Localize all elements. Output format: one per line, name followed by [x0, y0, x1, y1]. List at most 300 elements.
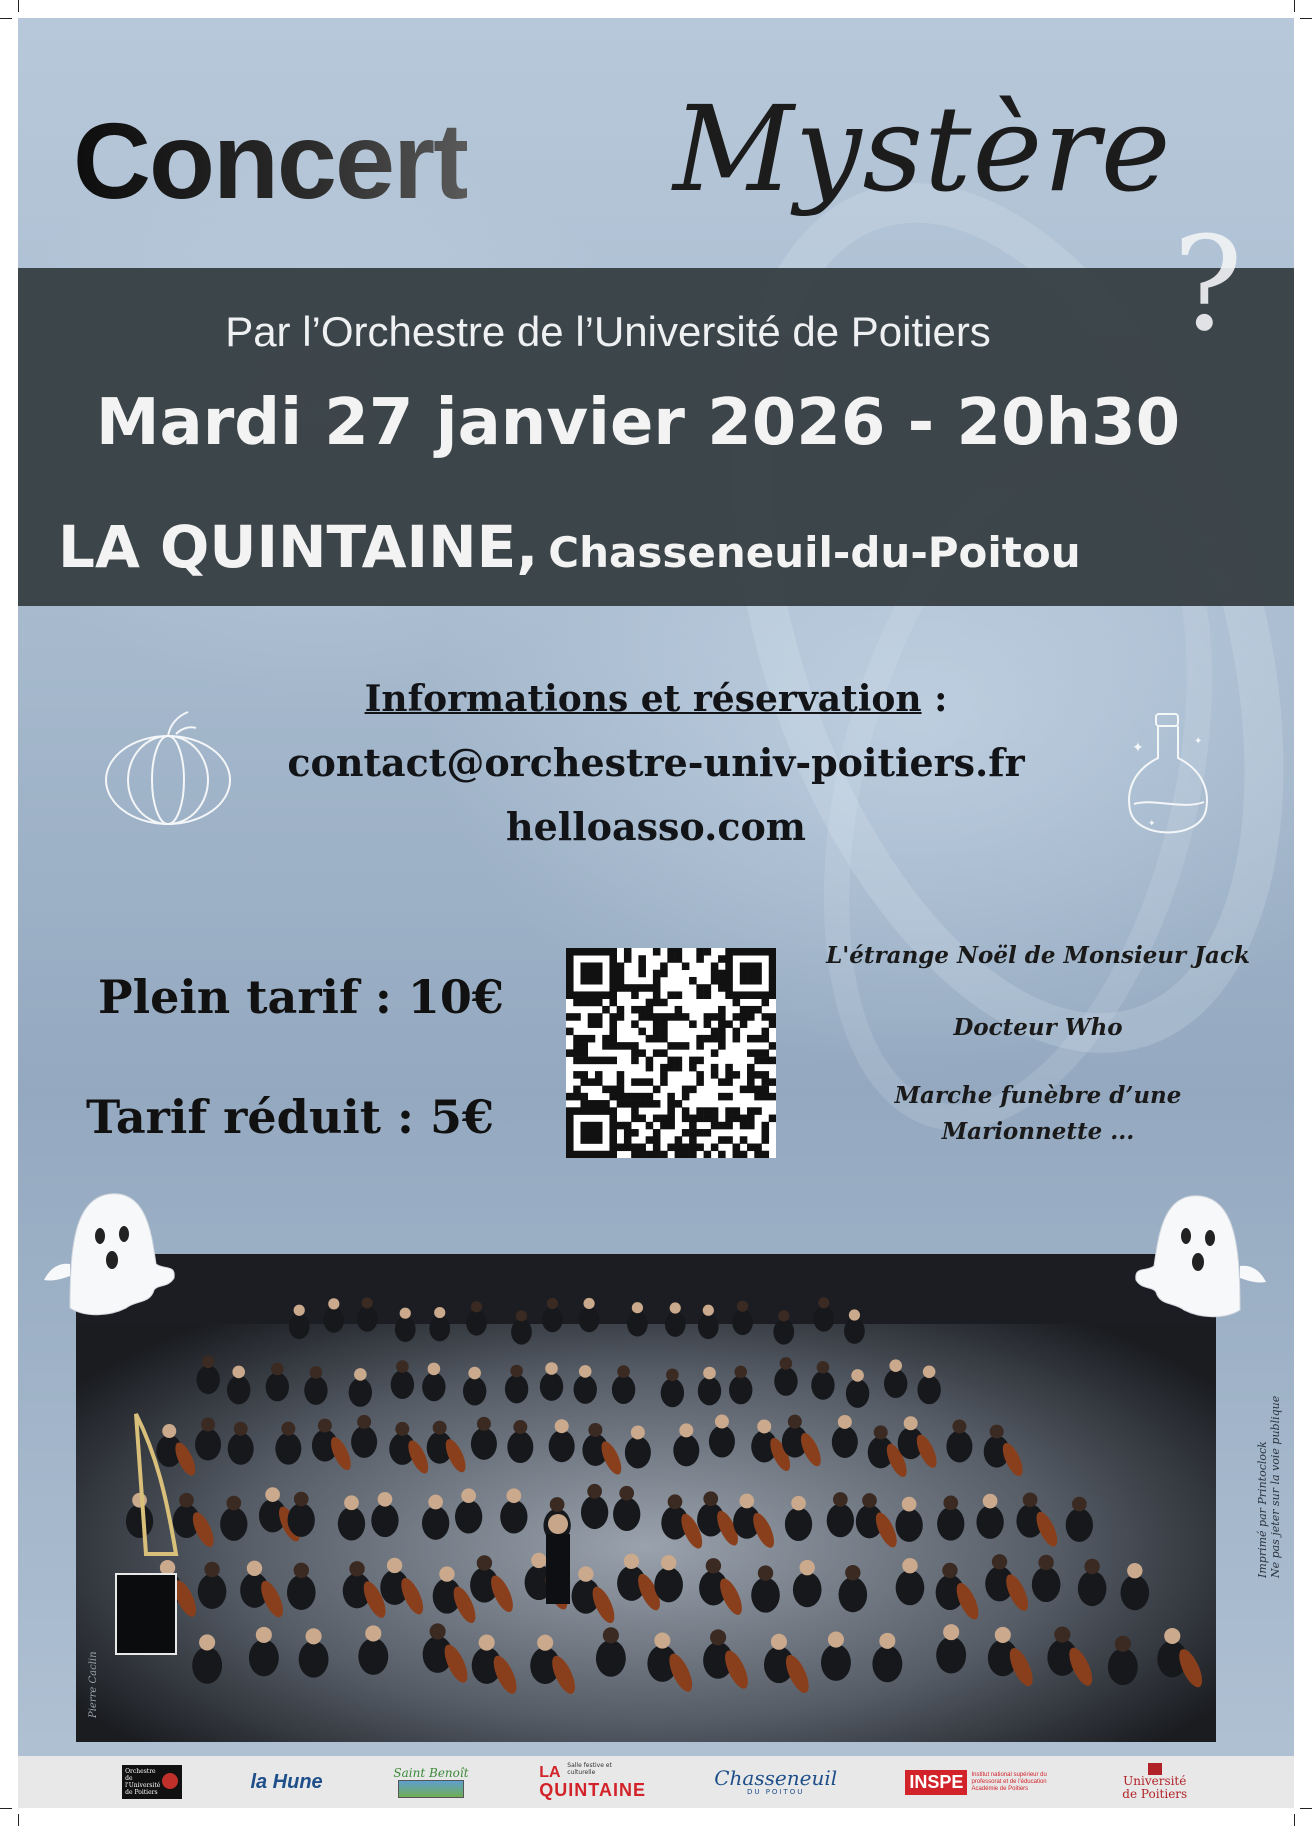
qr-module	[740, 977, 748, 985]
qr-module	[653, 1136, 661, 1144]
print-credit-line: Imprimé par Printoclock	[1256, 1441, 1269, 1578]
qr-module	[624, 1129, 632, 1137]
potion-icon	[1118, 708, 1218, 858]
qr-module	[711, 1115, 719, 1123]
qr-module	[769, 977, 776, 985]
qr-module	[617, 984, 625, 992]
qr-module	[566, 1049, 574, 1057]
qr-module	[580, 1107, 588, 1115]
qr-module	[740, 1151, 748, 1158]
qr-module	[595, 999, 603, 1007]
qr-module	[725, 1020, 733, 1028]
qr-module	[725, 984, 733, 992]
qr-module	[718, 955, 726, 963]
qr-module	[754, 1071, 762, 1079]
qr-module	[660, 999, 668, 1007]
qr-module	[769, 991, 776, 999]
qr-module	[762, 1071, 770, 1079]
crop-mark	[18, 1814, 19, 1826]
qr-module	[725, 962, 733, 970]
qr-module	[733, 999, 741, 1007]
qr-module	[638, 1115, 646, 1123]
qr-module	[682, 1086, 690, 1094]
qr-module	[573, 1049, 581, 1057]
qr-module	[733, 1028, 741, 1036]
qr-module	[638, 962, 646, 970]
qr-module	[580, 1042, 588, 1050]
qr-module	[762, 1013, 770, 1021]
qr-module	[580, 948, 588, 956]
qr-module	[667, 1064, 675, 1072]
title-concert: Concert	[73, 100, 468, 221]
qr-module	[675, 1144, 683, 1152]
qr-module	[696, 1042, 704, 1050]
qr-module	[718, 1093, 726, 1101]
qr-module	[762, 1151, 770, 1158]
qr-module	[573, 1086, 581, 1094]
qr-module	[754, 1049, 762, 1057]
qr-module	[595, 1071, 603, 1079]
qr-module	[580, 1035, 588, 1043]
qr-module	[638, 984, 646, 992]
qr-module	[733, 991, 741, 999]
qr-module	[646, 1151, 654, 1158]
qr-module	[580, 970, 588, 978]
qr-module	[566, 1136, 574, 1144]
qr-module	[696, 1129, 704, 1137]
qr-module	[609, 1086, 617, 1094]
qr-module	[725, 1078, 733, 1086]
print-credit	[1256, 1318, 1282, 1578]
qr-module	[754, 962, 762, 970]
qr-module	[675, 948, 683, 956]
qr-module	[609, 977, 617, 985]
qr-module	[747, 1122, 755, 1130]
crop-mark	[1294, 0, 1295, 12]
qr-module	[682, 1107, 690, 1115]
qr-module	[769, 970, 776, 978]
logo-quintaine-sub: Salle festive et culturelle	[567, 1762, 612, 1776]
qr-module	[740, 1020, 748, 1028]
qr-module	[704, 1115, 712, 1123]
qr-module	[566, 955, 574, 963]
qr-module	[754, 1151, 762, 1158]
qr-module	[566, 1013, 574, 1021]
qr-module	[711, 1049, 719, 1057]
qr-module	[754, 948, 762, 956]
qr-module	[675, 1013, 683, 1021]
qr-module	[602, 1057, 610, 1065]
qr-module	[609, 1093, 617, 1101]
qr-module	[667, 955, 675, 963]
qr-module	[754, 991, 762, 999]
program-piece: L'étrange Noël de Monsieur Jack	[826, 942, 1250, 969]
qr-module	[747, 962, 755, 970]
crop-mark	[1294, 1814, 1295, 1826]
qr-module	[631, 1144, 639, 1152]
qr-module	[675, 1100, 683, 1108]
qr-module	[595, 948, 603, 956]
qr-module	[609, 1020, 617, 1028]
qr-module	[653, 1028, 661, 1036]
qr-module	[711, 1035, 719, 1043]
qr-module	[631, 1093, 639, 1101]
qr-module	[667, 948, 675, 956]
qr-module	[711, 962, 719, 970]
qr-module	[580, 1057, 588, 1065]
qr-module	[580, 977, 588, 985]
qr-module	[646, 999, 654, 1007]
question-mark-icon: ?	[1173, 208, 1243, 360]
venue-city: Chasseneuil-du-Poitou	[548, 528, 1081, 577]
qr-module	[580, 1100, 588, 1108]
qr-module	[733, 1115, 741, 1123]
qr-module	[696, 1057, 704, 1065]
qr-module	[762, 1086, 770, 1094]
qr-module	[566, 977, 574, 985]
qr-module	[588, 1136, 596, 1144]
qr-module	[573, 999, 581, 1007]
qr-module	[617, 1086, 625, 1094]
qr-module	[696, 955, 704, 963]
qr-module	[660, 1013, 668, 1021]
qr-module	[631, 1129, 639, 1137]
qr-module	[747, 1115, 755, 1123]
qr-module	[609, 1122, 617, 1130]
qr-module	[682, 1129, 690, 1137]
qr-module	[588, 1078, 596, 1086]
qr-module	[573, 1107, 581, 1115]
qr-module	[696, 1071, 704, 1079]
qr-module	[740, 1115, 748, 1123]
qr-module	[588, 977, 596, 985]
qr-module	[733, 1144, 741, 1152]
qr-module	[617, 1122, 625, 1130]
crop-mark	[0, 1808, 12, 1809]
qr-module	[631, 1057, 639, 1065]
qr-module	[689, 1057, 697, 1065]
qr-module	[609, 1151, 617, 1158]
qr-module	[675, 991, 683, 999]
qr-module	[704, 1129, 712, 1137]
qr-module	[696, 948, 704, 956]
logo-quintaine-name: QUINTAINE	[539, 1780, 646, 1800]
qr-module	[580, 1049, 588, 1057]
title	[73, 80, 1273, 248]
qr-module	[580, 1129, 588, 1137]
qr-module	[595, 1078, 603, 1086]
qr-module	[667, 1013, 675, 1021]
reservation-site[interactable]: helloasso.com	[505, 804, 807, 849]
qr-module	[624, 1144, 632, 1152]
info-heading-colon: :	[921, 678, 948, 720]
qr-module	[740, 1006, 748, 1014]
logo-saint-benoit-image	[398, 1780, 464, 1798]
qr-module	[653, 984, 661, 992]
qr-module	[609, 1057, 617, 1065]
logo-la-hune: la Hune	[250, 1770, 323, 1793]
contact-email[interactable]: contact@orchestre-univ-poitiers.fr	[287, 740, 1025, 785]
qr-module	[617, 1013, 625, 1021]
subtitle: Par l’Orchestre de l’Université de Poitiers	[225, 308, 991, 355]
qr-module	[704, 1020, 712, 1028]
qr-module	[711, 970, 719, 978]
venue	[58, 513, 1278, 581]
svg-text:✦: ✦	[1194, 736, 1203, 747]
qr-module	[653, 991, 661, 999]
qr-module	[566, 962, 574, 970]
qr-module	[740, 970, 748, 978]
qr-module	[762, 1122, 770, 1130]
crop-mark	[18, 0, 19, 12]
qr-module	[754, 1144, 762, 1152]
qr-module	[580, 991, 588, 999]
qr-module	[689, 1115, 697, 1123]
qr-module	[595, 1151, 603, 1158]
qr-module	[718, 1151, 726, 1158]
qr-module	[718, 1035, 726, 1043]
qr-module	[617, 1078, 625, 1086]
logo-quintaine-la: LA	[539, 1764, 561, 1781]
qr-module	[660, 970, 668, 978]
qr-module	[631, 1042, 639, 1050]
qr-module	[762, 1057, 770, 1065]
logo-universite	[1120, 1762, 1190, 1802]
qr-module	[609, 1136, 617, 1144]
qr-module	[747, 1071, 755, 1079]
qr-module	[580, 1136, 588, 1144]
qr-module	[653, 1013, 661, 1021]
program-piece: Marche funèbre d’une Marionnette ...	[894, 1082, 1182, 1145]
qr-module	[704, 1035, 712, 1043]
qr-module	[725, 1071, 733, 1079]
qr-module	[588, 970, 596, 978]
qr-module	[624, 984, 632, 992]
qr-module	[573, 1013, 581, 1021]
qr-module	[747, 1049, 755, 1057]
qr-module	[566, 1107, 574, 1115]
logo-inspe-mark: INSPE	[905, 1770, 967, 1795]
qr-module	[624, 955, 632, 963]
qr-module	[718, 1078, 726, 1086]
qr-module	[660, 1035, 668, 1043]
qr-module	[696, 1107, 704, 1115]
qr-module	[638, 1144, 646, 1152]
qr-module	[646, 1122, 654, 1130]
qr-module	[725, 977, 733, 985]
qr-module	[631, 1107, 639, 1115]
qr-module	[617, 1042, 625, 1050]
piano-silhouette	[116, 1574, 176, 1654]
qr-module	[588, 1035, 596, 1043]
qr-module	[588, 999, 596, 1007]
qr-module	[602, 991, 610, 999]
qr-module	[754, 1057, 762, 1065]
qr-module	[682, 1115, 690, 1123]
qr-module	[653, 1144, 661, 1152]
qr-module	[638, 1006, 646, 1014]
qr-module	[566, 991, 574, 999]
qr-module	[675, 955, 683, 963]
qr-module	[631, 1100, 639, 1108]
qr-module	[667, 1042, 675, 1050]
qr-module	[653, 1049, 661, 1057]
qr-module	[624, 1122, 632, 1130]
qr-module	[689, 1136, 697, 1144]
qr-module	[595, 1100, 603, 1108]
ghost-icon	[1130, 1170, 1270, 1320]
qr-module	[653, 1115, 661, 1123]
qr-module	[609, 970, 617, 978]
qr-module	[718, 984, 726, 992]
qr-module	[733, 1035, 741, 1043]
qr-module	[631, 991, 639, 999]
qr-module	[740, 1136, 748, 1144]
qr-module	[595, 1057, 603, 1065]
qr-module	[653, 1020, 661, 1028]
qr-module	[566, 984, 574, 992]
qr-module	[617, 962, 625, 970]
qr-module	[740, 1086, 748, 1094]
qr-module	[696, 1115, 704, 1123]
qr-module	[725, 1064, 733, 1072]
qr-module	[682, 962, 690, 970]
qr-module	[754, 977, 762, 985]
qr-module	[573, 1071, 581, 1079]
qr-module	[588, 1107, 596, 1115]
qr-module	[704, 1013, 712, 1021]
qr-module	[617, 1100, 625, 1108]
print-credit-line: Ne pas jeter sur la voie publique	[1269, 1395, 1282, 1578]
qr-code-icon[interactable]	[566, 948, 776, 1158]
qr-module	[566, 948, 574, 956]
qr-module	[769, 1042, 776, 1050]
logo-inspe-sub: Institut national supérieur du professorat et de l'éducation Académie de Poitiers	[971, 1771, 1047, 1792]
crop-mark	[1300, 18, 1312, 19]
qr-module	[617, 1093, 625, 1101]
qr-module	[566, 1093, 574, 1101]
qr-module	[588, 1151, 596, 1158]
qr-module	[747, 1064, 755, 1072]
qr-module	[631, 1020, 639, 1028]
price-full: Plein tarif : 10€	[98, 970, 504, 1024]
qr-module	[646, 1035, 654, 1043]
qr-module	[573, 1035, 581, 1043]
qr-module	[704, 948, 712, 956]
qr-module	[631, 984, 639, 992]
qr-module	[588, 1013, 596, 1021]
qr-module	[588, 1020, 596, 1028]
event-date: Mardi 27 janvier 2026 - 20h30	[95, 386, 1181, 460]
qr-module	[696, 1035, 704, 1043]
qr-module	[638, 1151, 646, 1158]
qr-module	[747, 970, 755, 978]
qr-module	[762, 1028, 770, 1036]
qr-module	[704, 984, 712, 992]
logo-la-quintaine	[539, 1762, 646, 1802]
qr-module	[609, 1129, 617, 1137]
qr-module	[609, 999, 617, 1007]
qr-module	[769, 1115, 776, 1123]
qr-module	[689, 1064, 697, 1072]
qr-module	[675, 1136, 683, 1144]
qr-module	[660, 1115, 668, 1123]
qr-module	[646, 1078, 654, 1086]
qr-module	[769, 948, 776, 956]
qr-module	[711, 1107, 719, 1115]
logo-chasseneuil-text: Chasseneuil	[714, 1766, 838, 1790]
ghost-icon	[40, 1168, 180, 1318]
qr-module	[595, 1107, 603, 1115]
qr-module	[646, 1057, 654, 1065]
qr-module	[718, 1042, 726, 1050]
qr-module	[667, 1093, 675, 1101]
qr-module	[769, 1020, 776, 1028]
qr-module	[740, 1013, 748, 1021]
qr-module	[762, 1035, 770, 1043]
qr-module	[711, 1028, 719, 1036]
title-mystere: Mystère	[673, 80, 1172, 218]
qr-module	[646, 1136, 654, 1144]
qr-module	[740, 962, 748, 970]
qr-module	[646, 1064, 654, 1072]
qr-module	[602, 1035, 610, 1043]
qr-module	[638, 1100, 646, 1108]
qr-module	[740, 1122, 748, 1130]
qr-module	[747, 948, 755, 956]
logo-saint-benoit	[391, 1762, 471, 1802]
qr-module	[682, 1144, 690, 1152]
qr-module	[609, 1035, 617, 1043]
qr-module	[566, 1115, 574, 1123]
qr-module	[733, 948, 741, 956]
qr-module	[762, 1136, 770, 1144]
qr-module	[609, 1115, 617, 1123]
qr-module	[580, 1071, 588, 1079]
qr-module	[638, 1049, 646, 1057]
qr-module	[602, 948, 610, 956]
qr-module	[573, 948, 581, 956]
qr-module	[588, 1129, 596, 1137]
qr-module	[762, 1129, 770, 1137]
qr-module	[725, 955, 733, 963]
qr-module	[689, 1020, 697, 1028]
qr-module	[762, 999, 770, 1007]
qr-module	[602, 1006, 610, 1014]
qr-module	[609, 984, 617, 992]
qr-module	[580, 962, 588, 970]
qr-module	[660, 1078, 668, 1086]
qr-module	[711, 1144, 719, 1152]
qr-module	[646, 1100, 654, 1108]
qr-module	[711, 977, 719, 985]
qr-module	[609, 1144, 617, 1152]
qr-module	[609, 1107, 617, 1115]
qr-module	[566, 1129, 574, 1137]
qr-module	[762, 948, 770, 956]
qr-module	[595, 991, 603, 999]
qr-module	[762, 1078, 770, 1086]
qr-module	[718, 1028, 726, 1036]
qr-module	[617, 1144, 625, 1152]
qr-module	[602, 1100, 610, 1108]
qr-module	[711, 1122, 719, 1130]
photo-credit: Pierre Caclin	[88, 1651, 99, 1718]
svg-text:✦: ✦	[1132, 740, 1144, 756]
qr-module	[595, 1136, 603, 1144]
qr-module	[675, 1151, 683, 1158]
qr-module	[769, 955, 776, 963]
